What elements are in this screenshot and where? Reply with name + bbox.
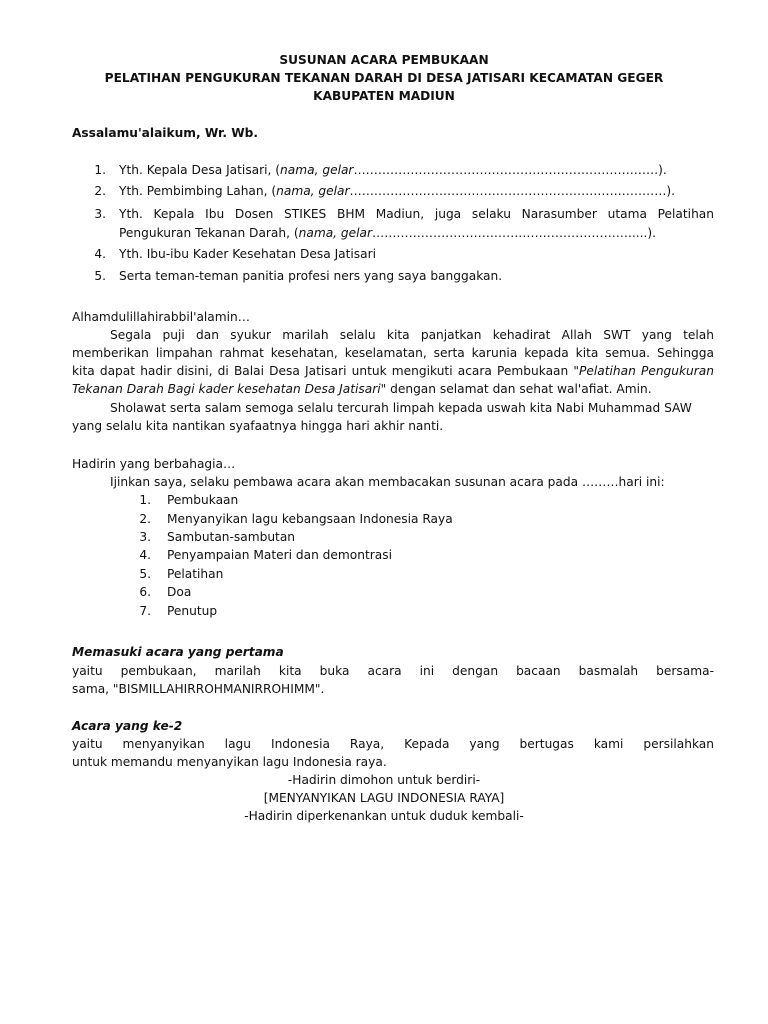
paragraph-line: Segala puji dan syukur marilah selalu kita panjatkan kehadirat Allah SWT yang telah <box>110 328 714 342</box>
title-line-1: SUSUNAN ACARA PEMBUKAAN <box>279 53 489 67</box>
section-heading: Acara yang ke-2 <box>72 719 183 733</box>
paragraph-line: memberikan limpahan rahmat kesehatan, keselamatan, serta karunia kepada kita semua. Sehingga <box>72 346 714 360</box>
salutation-item: Yth. Kepala Desa Jatisari, (nama, gelar…………………………………………………………………). <box>119 163 667 177</box>
paragraph-line: Tekanan Darah Bagi kader kesehatan Desa Jatisari" dengan selamat dan sehat wal'afiat. Amin. <box>72 382 652 396</box>
paragraph-line: yang selalu kita nantikan syafaatnya hingga hari akhir nanti. <box>72 419 444 433</box>
stage-direction: [MENYANYIKAN LAGU INDONESIA RAYA] <box>263 791 505 805</box>
paragraph-line: kita dapat hadir disini, di Balai Desa Jatisari untuk mengikuti acara Pembukaan "Pelatihan Pengukuran <box>72 364 714 378</box>
agenda-number: 7. <box>139 604 151 618</box>
agenda-number: 5. <box>139 567 151 581</box>
agenda-item: Menyanyikan lagu kebangsaan Indonesia Raya <box>167 512 453 526</box>
agenda-number: 4. <box>139 548 151 562</box>
agenda-number: 6. <box>139 585 151 599</box>
agenda-item: Penutup <box>167 604 218 618</box>
salutation-number: 2. <box>94 184 106 198</box>
stage-direction: -Hadirin dimohon untuk berdiri- <box>287 773 481 787</box>
agenda-number: 3. <box>139 530 151 544</box>
greeting: Assalamu'alaikum, Wr. Wb. <box>72 126 259 140</box>
title-line-2: PELATIHAN PENGUKURAN TEKANAN DARAH DI DESA JATISARI KECAMATAN GEGER <box>104 71 664 85</box>
salutation-number: 1. <box>94 163 106 177</box>
agenda-item: Penyampaian Materi dan demontrasi <box>167 548 392 562</box>
agenda-item: Pelatihan <box>167 567 224 581</box>
agenda-opening: Hadirin yang berbahagia… <box>72 457 236 471</box>
paragraph-line: sama, "BISMILLAHIRROHMANIRROHIMM". <box>72 682 325 696</box>
salutation-item: Yth. Ibu-ibu Kader Kesehatan Desa Jatisari <box>119 247 377 261</box>
salutation-item: Yth. Kepala Ibu Dosen STIKES BHM Madiun, juga selaku Narasumber utama Pelatihan <box>119 207 714 221</box>
salutation-number: 5. <box>94 269 106 283</box>
salutation-number: 3. <box>94 207 106 221</box>
hamdalah-opening: Alhamdulillahirabbil'alamin… <box>72 310 250 324</box>
agenda-item: Sambutan-sambutan <box>167 530 296 544</box>
agenda-number: 2. <box>139 512 151 526</box>
stage-direction: -Hadirin diperkenankan untuk duduk kembali- <box>244 809 524 823</box>
paragraph-line: yaitu menyanyikan lagu Indonesia Raya, Kepada yang bertugas kami persilahkan <box>72 737 714 751</box>
agenda-number: 1. <box>139 493 151 507</box>
agenda-item: Doa <box>167 585 192 599</box>
agenda-intro: Ijinkan saya, selaku pembawa acara akan membacakan susunan acara pada ………hari ini: <box>110 475 665 489</box>
paragraph-line: yaitu pembukaan, marilah kita buka acara ini dengan bacaan basmalah bersama- <box>72 664 714 678</box>
salutation-item-continued: Pengukuran Tekanan Darah, (nama, gelar……………………………………………………….....). <box>119 226 656 240</box>
paragraph-line: Sholawat serta salam semoga selalu tercurah limpah kepada uswah kita Nabi Muhammad SAW <box>110 401 692 415</box>
salutation-number: 4. <box>94 247 106 261</box>
section-heading: Memasuki acara yang pertama <box>72 645 284 659</box>
salutation-item: Serta teman-teman panitia profesi ners yang saya banggakan. <box>119 269 503 283</box>
salutation-item: Yth. Pembimbing Lahan, (nama, gelar……………………………………………………………………). <box>119 184 676 198</box>
paragraph-line: untuk memandu menyanyikan lagu Indonesia raya. <box>72 755 387 769</box>
agenda-item: Pembukaan <box>167 493 239 507</box>
title-line-3: KABUPATEN MADIUN <box>313 89 455 103</box>
